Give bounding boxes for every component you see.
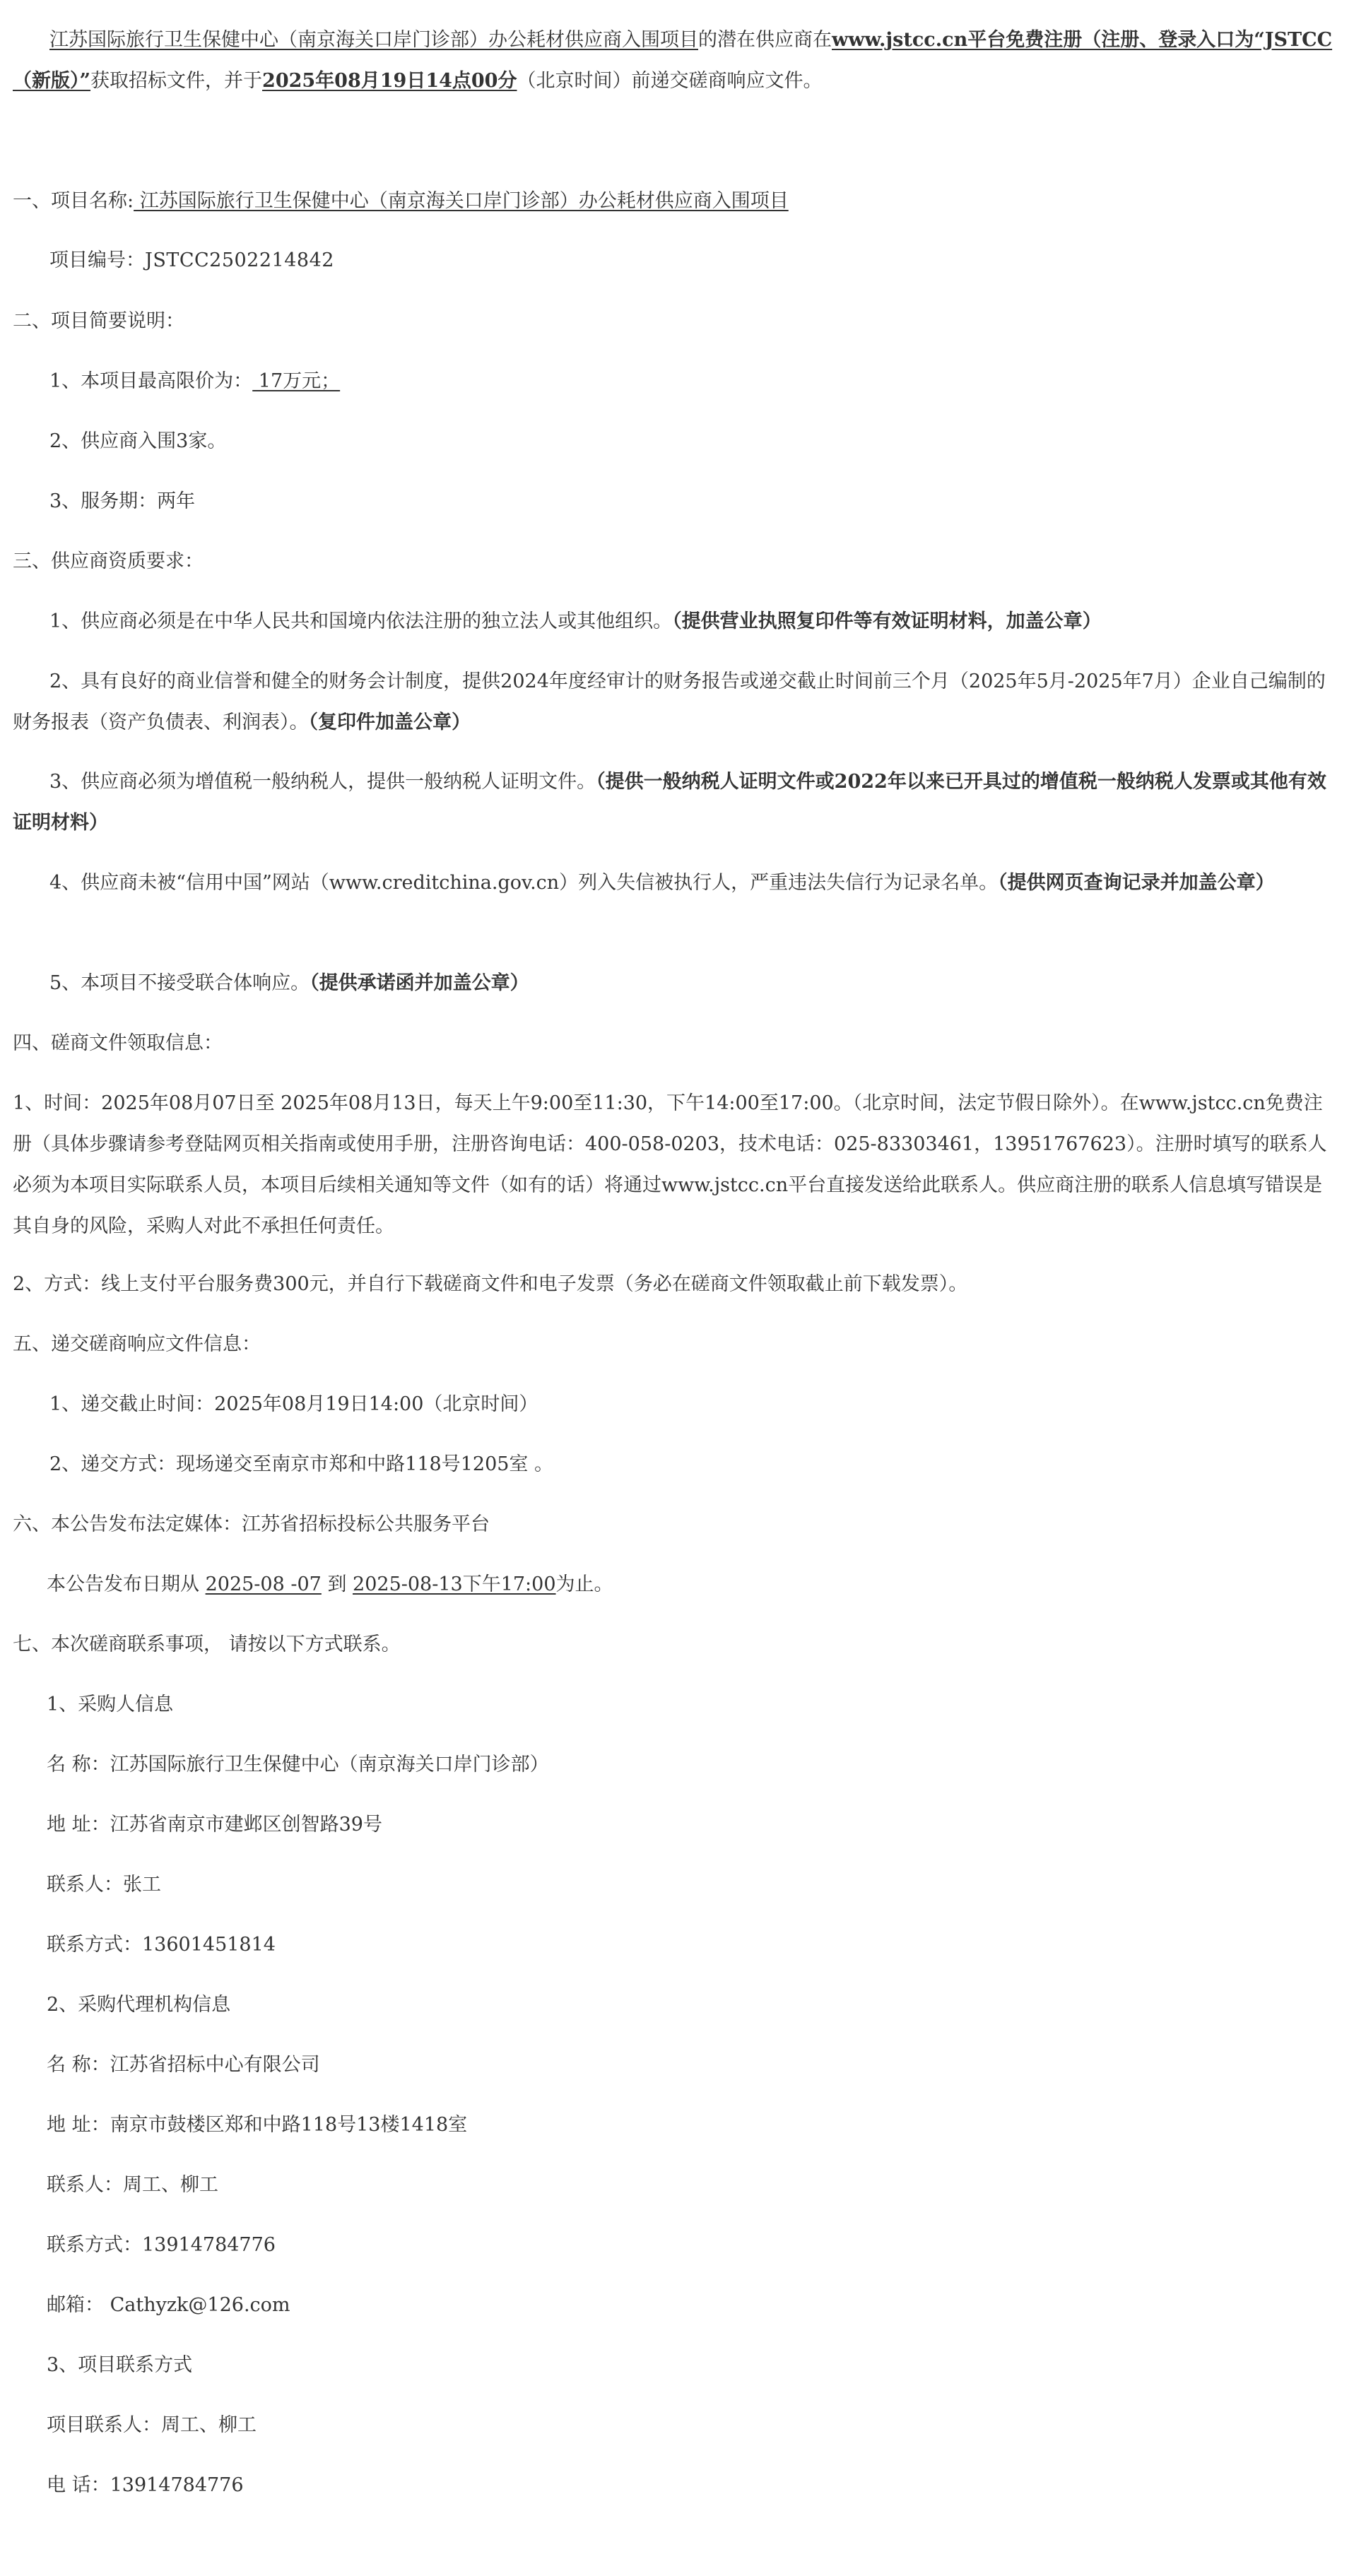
buyer-name: 名 称：江苏国际旅行卫生保健中心（南京海关口岸门诊部） <box>47 1754 549 1776</box>
registration-site-note[interactable]: www.jstcc.cn平台免费注册（注册、登录入口为“JSTCC（新版）” <box>13 29 1333 92</box>
buyer-address: 地 址：江苏省南京市建邺区创智路39号 <box>47 1814 382 1836</box>
requirement-3-note: （提供一般纳税人证明文件或2022年以来已开具过的增值税一般纳税人发票或其他有效证明材料） <box>13 771 1326 834</box>
requirement-4-text: 4、供应商未被“信用中国”网站（www.creditchina.gov.cn）列入失信被执行人，严重违法失信行为记录名单。 <box>49 872 999 894</box>
supplier-count-line: 2、供应商入围3家。 <box>49 430 227 452</box>
requirement-1-note: （提供营业执照复印件等有效证明材料，加盖公章） <box>672 610 1102 632</box>
requirement-5-note: （提供承诺函并加盖公章） <box>310 972 529 994</box>
agent-name: 名 称：江苏省招标中心有限公司 <box>47 2054 320 2076</box>
section-2-heading: 二、项目简要说明： <box>13 310 184 332</box>
requirement-2-text: 2、具有良好的商业信誉和健全的财务会计制度，提供2024年度经审计的财务报告或递交截止时间前三个月（2025年5月-2025年7月）企业自己编制的财务报表（资产负债表、利润表）。 <box>13 670 1326 733</box>
project-name-line <box>13 181 1341 222</box>
section-3-heading: 三、供应商资质要求： <box>13 550 204 572</box>
requirement-3 <box>13 762 1341 844</box>
project-name-value: 江苏国际旅行卫生保健中心（南京海关口岸门诊部）办公耗材供应商入围项目 <box>134 190 789 212</box>
project-name-label: 一、项目名称: <box>13 190 134 212</box>
requirement-1 <box>13 601 1341 642</box>
requirement-5 <box>13 963 1341 1004</box>
requirement-2 <box>13 661 1341 743</box>
agent-contact: 联系人：周工、柳工 <box>47 2174 218 2196</box>
buyer-info-heading: 1、采购人信息 <box>47 1694 174 1715</box>
agent-phone: 联系方式：13914784776 <box>47 2234 276 2256</box>
buyer-phone: 联系方式：13601451814 <box>47 1934 276 1956</box>
requirement-3-text: 3、供应商必须为增值税一般纳税人，提供一般纳税人证明文件。 <box>49 771 596 793</box>
document-method-paragraph: 2、方式：线上支付平台服务费300元，并自行下载磋商文件和电子发票（务必在磋商文件领取截止前下载发票）。 <box>13 1273 968 1295</box>
intro-paragraph <box>13 20 1341 102</box>
max-price-line <box>13 361 1341 402</box>
intro-deadline: 2025年08月19日14点00分 <box>262 70 517 92</box>
max-price-label: 1、本项目最高限价为： <box>49 370 253 392</box>
publish-period-line <box>13 1564 1341 1605</box>
publish-period-text-1: 本公告发布日期从 <box>47 1573 206 1595</box>
intro-text-1: 的潜在供应商在 <box>698 29 832 51</box>
intro-text-2: 获取招标文件，并于 <box>90 70 263 92</box>
section-6-heading: 六、本公告发布法定媒体：江苏省招标投标公共服务平台 <box>13 1513 490 1535</box>
submission-method-line: 2、递交方式：现场递交至南京市郑和中路118号1205室 。 <box>49 1453 554 1475</box>
agent-info-heading: 2、采购代理机构信息 <box>47 1994 231 2016</box>
project-code-value: JSTCC2502214842 <box>145 249 334 271</box>
submission-deadline-line: 1、递交截止时间：2025年08月19日14:00（北京时间） <box>49 1393 538 1415</box>
project-contact-heading: 3、项目联系方式 <box>47 2354 193 2376</box>
requirement-5-text: 5、本项目不接受联合体响应。 <box>49 972 310 994</box>
max-price-value: 17万元； <box>252 370 341 392</box>
service-period-line: 3、服务期：两年 <box>49 490 196 512</box>
project-code-label: 项目编号： <box>49 249 145 271</box>
intro-text-3: （北京时间）前递交磋商响应文件。 <box>517 70 823 92</box>
project-code-line <box>13 240 1341 281</box>
requirement-4 <box>13 863 1341 904</box>
section-4-heading: 四、磋商文件领取信息： <box>13 1032 223 1054</box>
document-time-paragraph: 1、时间：2025年08月07日至 2025年08月13日，每天上午9:00至11:30，下午14:00至17:00。（北京时间，法定节假日除外）。在www.jstcc.cn免费注册（具体步骤请参考登陆网页相关指南或使用手册，注册咨询电话：400-058-0203，技术电话：025-83303461，13951767623）。注册时填写的联系人必须为本项目实际联系人员，本项目后续相关通知等文件（如有的话）将通过www.jstcc.cn平台直接发送给此联系人。供应商注册的联系人信息填写错误是其自身的风险，采购人对此不承担任何责任。 <box>13 1092 1327 1237</box>
agent-address: 地 址：南京市鼓楼区郑和中路118号13楼1418室 <box>47 2114 468 2136</box>
section-5-heading: 五、递交磋商响应文件信息： <box>13 1333 261 1355</box>
publish-period-text-2: 到 <box>321 1573 353 1595</box>
buyer-contact: 联系人：张工 <box>47 1874 161 1896</box>
requirement-4-note: （提供网页查询记录并加盖公章） <box>998 872 1275 894</box>
agent-email: 邮箱： Cathyzk@126.com <box>47 2294 290 2316</box>
intro-project-name: 江苏国际旅行卫生保健中心（南京海关口岸门诊部）办公耗材供应商入围项目 <box>49 29 698 51</box>
project-contact-phone: 电 话：13914784776 <box>47 2474 244 2496</box>
requirement-1-text: 1、供应商必须是在中华人民共和国境内依法注册的独立法人或其他组织。 <box>49 610 673 632</box>
publish-start-date: 2025-08 -07 <box>205 1573 322 1595</box>
publish-end-date: 2025-08-13下午17:00 <box>353 1573 556 1595</box>
publish-period-text-3: 为止。 <box>555 1573 613 1595</box>
section-7-heading: 七、本次磋商联系事项， 请按以下方式联系。 <box>13 1633 401 1655</box>
requirement-2-note: （复印件加盖公章） <box>308 711 471 733</box>
project-contact-person: 项目联系人：周工、柳工 <box>47 2414 257 2436</box>
